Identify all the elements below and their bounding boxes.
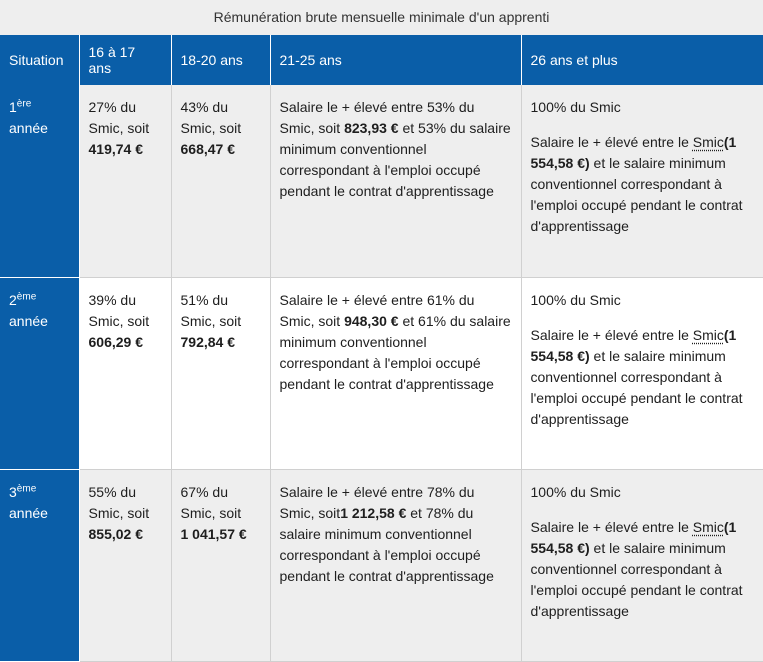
year-word: année bbox=[9, 312, 48, 329]
cell-text: 27% du Smic, soit bbox=[88, 99, 150, 136]
year-word: année bbox=[9, 120, 48, 136]
year-number: 1 bbox=[9, 99, 17, 115]
cell-text: 67% du Smic, soit bbox=[180, 483, 242, 521]
cell-text: Salaire le + élevé entre 53% du Smic, soit bbox=[279, 99, 475, 136]
cell-amount: 792,84 € bbox=[180, 333, 235, 350]
cell-text: et le salaire minimum conventionnel correspondant à l'emploi occupé pendant le contrat d'apprentissage bbox=[530, 539, 743, 619]
cell-16-17 bbox=[79, 85, 171, 277]
year-suffix: ème bbox=[16, 482, 37, 494]
cell-amount: 823,93 € bbox=[344, 120, 399, 136]
cell-amount: 855,02 € bbox=[88, 525, 143, 542]
cell-text: et 78% du salaire minimum conventionnel correspondant à l'emploi occupé pendant le contrat d'apprentissage bbox=[279, 504, 494, 584]
cell-text: Salaire le + élevé entre le bbox=[530, 326, 693, 343]
cell-21-25 bbox=[270, 85, 521, 277]
cell-18-20 bbox=[171, 469, 270, 661]
header-21-25: 21-25 ans bbox=[270, 35, 521, 85]
table-caption: Rémunération brute mensuelle minimale d'un apprenti bbox=[0, 0, 763, 35]
row-situation bbox=[0, 85, 79, 277]
table-row bbox=[0, 277, 763, 469]
year-suffix: ème bbox=[16, 290, 37, 302]
cell-amount: (1 554,58 €) bbox=[530, 326, 737, 364]
cell-text: et 61% du salaire minimum conventionnel correspondant à l'emploi occupé pendant le contrat d'apprentissage bbox=[279, 312, 511, 392]
cell-amount: (1 554,58 €) bbox=[530, 518, 737, 556]
cell-16-17 bbox=[79, 469, 171, 661]
cell-text: 100% du Smic bbox=[530, 99, 621, 115]
year-word: année bbox=[9, 504, 48, 521]
cell-text: et 53% du salaire minimum conventionnel correspondant à l'emploi occupé pendant le contrat d'apprentissage bbox=[279, 120, 511, 199]
header-row bbox=[0, 35, 763, 85]
cell-amount: (1 554,58 €) bbox=[530, 134, 737, 171]
cell-text: 43% du Smic, soit bbox=[180, 99, 242, 136]
cell-text: et le salaire minimum conventionnel correspondant à l'emploi occupé pendant le contrat d'apprentissage bbox=[530, 155, 743, 234]
smic-abbreviation[interactable]: Smic bbox=[692, 326, 724, 343]
cell-18-20 bbox=[171, 277, 270, 469]
cell-amount: 948,30 € bbox=[344, 312, 399, 329]
cell-26-plus bbox=[521, 85, 763, 277]
cell-16-17 bbox=[79, 277, 171, 469]
cell-18-20 bbox=[171, 85, 270, 277]
cell-paragraph bbox=[531, 325, 755, 430]
cell-text: Salaire le + élevé entre le bbox=[530, 134, 693, 150]
cell-amount: 668,47 € bbox=[180, 141, 235, 157]
cell-text: 55% du Smic, soit bbox=[88, 483, 150, 521]
row-situation bbox=[0, 277, 79, 469]
cell-26-plus bbox=[521, 277, 763, 469]
row-situation bbox=[0, 469, 79, 661]
cell-text: Salaire le + élevé entre le bbox=[530, 518, 693, 535]
header-18-20: 18-20 ans bbox=[171, 35, 270, 85]
table-row bbox=[0, 469, 763, 661]
header-26-plus: 26 ans et plus bbox=[521, 35, 763, 85]
header-situation: Situation bbox=[0, 35, 79, 85]
cell-text: et le salaire minimum conventionnel correspondant à l'emploi occupé pendant le contrat d'apprentissage bbox=[530, 347, 743, 427]
smic-abbreviation[interactable]: Smic bbox=[692, 134, 724, 150]
cell-text: 51% du Smic, soit bbox=[180, 291, 242, 329]
cell-text: 100% du Smic bbox=[530, 291, 621, 308]
cell-paragraph bbox=[531, 132, 755, 237]
cell-amount: 1 041,57 € bbox=[180, 525, 247, 542]
cell-paragraph bbox=[531, 517, 755, 622]
cell-amount: 1 212,58 € bbox=[340, 504, 407, 521]
year-number: 3 bbox=[9, 483, 17, 500]
cell-amount: 419,74 € bbox=[88, 141, 143, 157]
year-number: 2 bbox=[9, 291, 17, 308]
cell-21-25 bbox=[270, 277, 521, 469]
salary-table bbox=[0, 35, 763, 662]
year-suffix: ère bbox=[16, 98, 32, 110]
cell-text: Salaire le + élevé entre 78% du Smic, soit bbox=[279, 483, 475, 521]
cell-26-plus bbox=[521, 469, 763, 661]
cell-text: Salaire le + élevé entre 61% du Smic, soit bbox=[279, 291, 475, 329]
smic-abbreviation[interactable]: Smic bbox=[692, 518, 724, 535]
cell-text: 100% du Smic bbox=[530, 483, 621, 500]
table-row bbox=[0, 85, 763, 277]
cell-21-25 bbox=[270, 469, 521, 661]
header-16-17: 16 à 17 ans bbox=[79, 35, 171, 85]
cell-amount: 606,29 € bbox=[88, 333, 143, 350]
cell-text: 39% du Smic, soit bbox=[88, 291, 150, 329]
